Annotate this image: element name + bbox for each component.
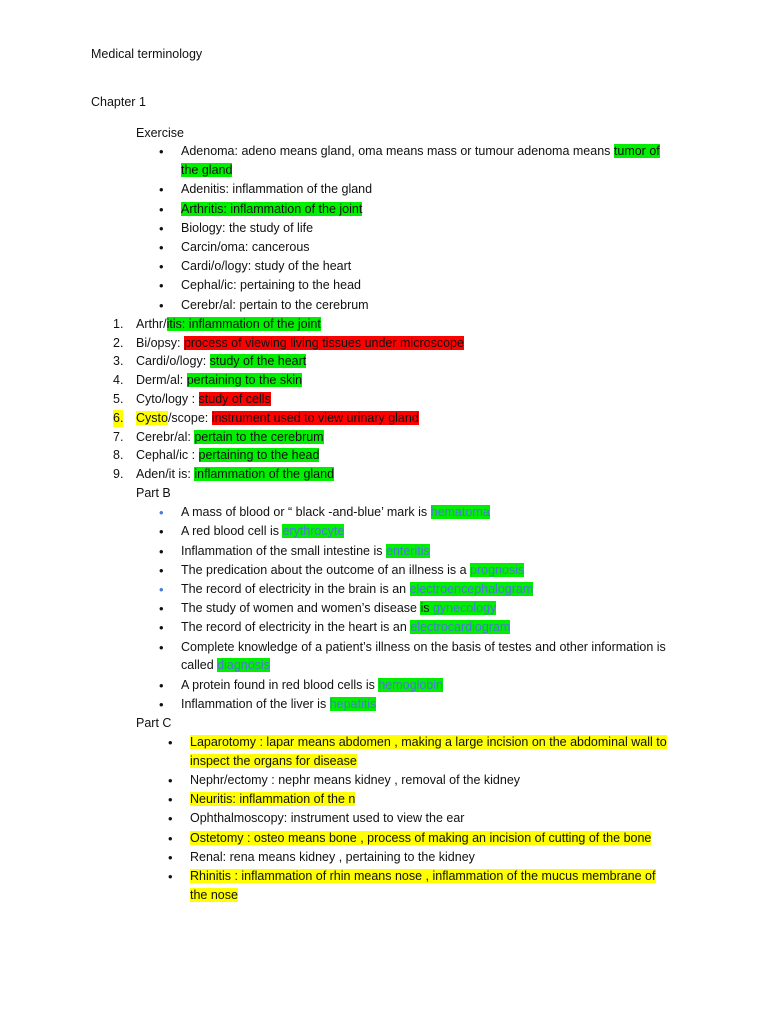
list-item: Nephr/ectomy : nephr means kidney , removal of the kidney: [190, 773, 521, 787]
bullet-icon: •: [159, 620, 164, 635]
list-item: The study of women and women’s disease is gynecology: [181, 601, 497, 615]
bullet-icon: •: [159, 505, 164, 520]
list-item: A protein found in red blood cells is hemoglobin: [181, 678, 443, 692]
list-number: 5.: [113, 392, 124, 406]
part-c-label: Part C: [136, 716, 172, 730]
numbered-item: Aden/it is: inflammation of the gland: [136, 467, 335, 481]
part-b-label: Part B: [136, 486, 171, 500]
bullet-icon: •: [168, 831, 173, 846]
list-number: 3.: [113, 354, 124, 368]
bullet-icon: •: [168, 773, 173, 788]
numbered-item: Cyto/logy : study of cells: [136, 392, 271, 406]
numbered-item: Arthr/itis: inflammation of the joint: [136, 317, 321, 331]
list-number: 2.: [113, 336, 124, 350]
list-item: A mass of blood or “ black -and-blue’ mark is hematoma: [181, 505, 490, 519]
bullet-icon: •: [159, 221, 164, 236]
exercise-label: Exercise: [136, 126, 184, 140]
numbered-item: Cardi/o/logy: study of the heart: [136, 354, 307, 368]
list-item-continuation: the nose: [190, 888, 238, 902]
numbered-item: Derm/al: pertaining to the skin: [136, 373, 303, 387]
bullet-icon: •: [168, 869, 173, 884]
list-item: The record of electricity in the brain is an electroencephalogram: [181, 582, 534, 596]
list-item: Inflammation of the small intestine is enteritis: [181, 544, 430, 558]
bullet-icon: •: [159, 278, 164, 293]
list-item: Carcin/oma: cancerous: [181, 240, 310, 254]
numbered-item: Cysto/scope: instrument used to view urinary gland: [136, 411, 419, 425]
bullet-icon: •: [159, 240, 164, 255]
bullet-icon: •: [168, 811, 173, 826]
bullet-icon: •: [159, 144, 164, 159]
bullet-icon: •: [159, 601, 164, 616]
bullet-icon: •: [159, 640, 164, 655]
list-item: Ophthalmoscopy: instrument used to view the ear: [190, 811, 465, 825]
list-item: Renal: rena means kidney , pertaining to the kidney: [190, 850, 475, 864]
list-item: Rhinitis : inflammation of rhin means nose , inflammation of the mucus membrane of: [190, 869, 656, 883]
bullet-icon: •: [168, 850, 173, 865]
numbered-item: Cephal/ic : pertaining to the head: [136, 448, 320, 462]
list-item: Adenoma: adeno means gland, oma means mass or tumour adenoma means tumor of: [181, 144, 660, 158]
list-item-continuation: inspect the organs for disease: [190, 754, 357, 768]
list-item: Cardi/o/logy: study of the heart: [181, 259, 352, 273]
document-title: Medical terminology: [91, 47, 203, 61]
list-number: 1.: [113, 317, 124, 331]
list-item: Neuritis: inflammation of the n: [190, 792, 356, 806]
chapter-heading: Chapter 1: [91, 95, 146, 109]
list-number: 4.: [113, 373, 124, 387]
bullet-icon: •: [159, 678, 164, 693]
numbered-item: Bi/opsy: process of viewing living tissues under microscope: [136, 336, 464, 350]
list-item: A red blood cell is erythrocyte: [181, 524, 345, 538]
bullet-icon: •: [159, 563, 164, 578]
bullet-icon: •: [159, 524, 164, 539]
list-number: 8.: [113, 448, 124, 462]
list-item: Inflammation of the liver is hepatitis: [181, 697, 377, 711]
numbered-item: Cerebr/al: pertain to the cerebrum: [136, 430, 324, 444]
list-item: Biology: the study of life: [181, 221, 314, 235]
bullet-icon: •: [159, 298, 164, 313]
list-item: Ostetomy : osteo means bone , process of making an incision of cutting of the bone: [190, 831, 652, 845]
list-item-continuation: the gland: [181, 163, 233, 177]
bullet-icon: •: [159, 182, 164, 197]
list-item: Cephal/ic: pertaining to the head: [181, 278, 361, 292]
list-number: 9.: [113, 467, 124, 481]
list-item: Cerebr/al: pertain to the cerebrum: [181, 298, 369, 312]
bullet-icon: •: [159, 544, 164, 559]
list-item: The record of electricity in the heart is an electrocardiogram: [181, 620, 511, 634]
bullet-icon: •: [159, 697, 164, 712]
bullet-icon: •: [159, 259, 164, 274]
bullet-icon: •: [168, 735, 173, 750]
bullet-icon: •: [168, 792, 173, 807]
list-item: The predication about the outcome of an illness is a prognosis: [181, 563, 525, 577]
list-item: Arthritis: inflammation of the joint: [181, 202, 363, 216]
list-item: Complete knowledge of a patient’s illness on the basis of testes and other information is: [181, 640, 666, 654]
list-number: 6.: [113, 411, 124, 425]
list-item: Laparotomy : lapar means abdomen , making a large incision on the abdominal wall to: [190, 735, 667, 749]
list-number: 7.: [113, 430, 124, 444]
bullet-icon: •: [159, 582, 164, 597]
list-item: Adenitis: inflammation of the gland: [181, 182, 373, 196]
bullet-icon: •: [159, 202, 164, 217]
list-item-continuation: called diagnosis: [181, 658, 270, 672]
